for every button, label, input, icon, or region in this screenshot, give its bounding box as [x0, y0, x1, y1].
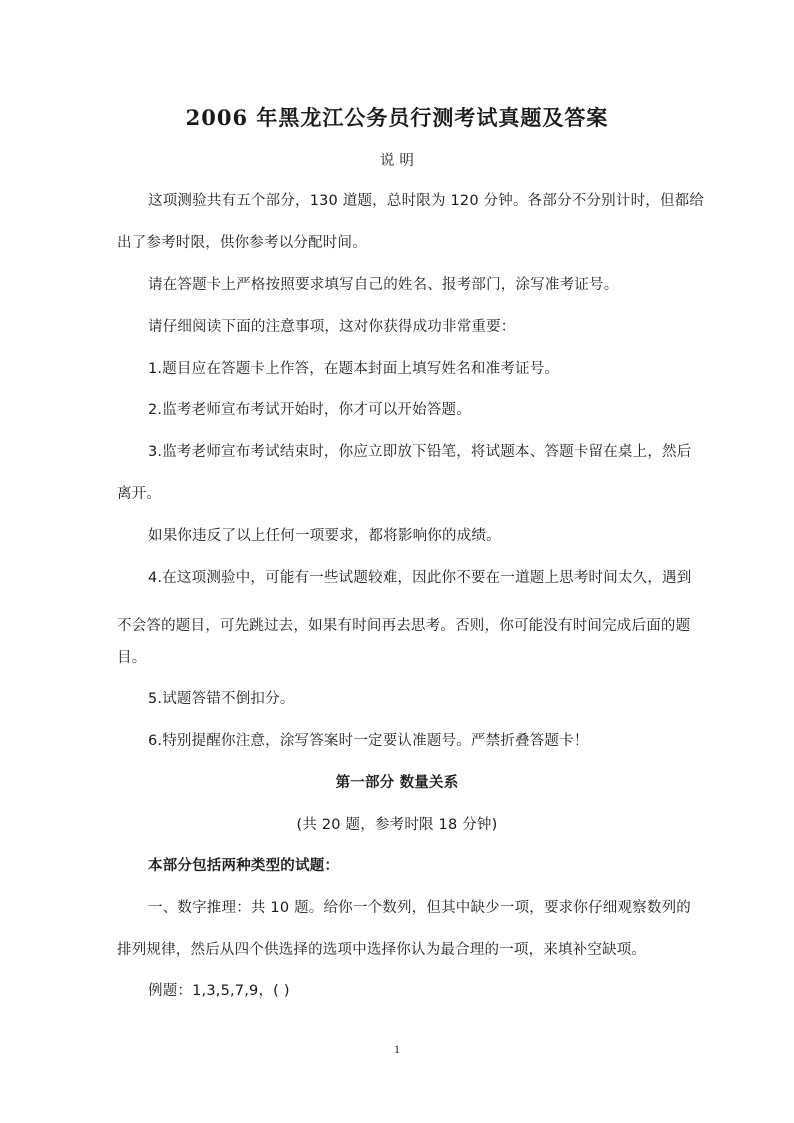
rule-item: 4.在这项测验中，可能有一些试题较难，因此你不要在一道题上思考时间太久，遇到	[148, 570, 692, 586]
intro-paragraph-line: 这项测验共有五个部分，130 道题，总时限为 120 分钟。各部分不分别计时，但都给	[148, 193, 705, 209]
instruction-paragraph: 请仔细阅读下面的注意事项，这对你获得成功非常重要：	[148, 319, 516, 335]
page-number: 1	[394, 1042, 400, 1056]
question-types-heading: 本部分包括两种类型的试题：	[148, 858, 340, 874]
rule-item: 1.题目应在答题卡上作答，在题本封面上填写姓名和准考证号。	[148, 361, 560, 377]
rule-item: 5.试题答错不倒扣分。	[148, 691, 295, 707]
example-question: 例题：1,3,5,7,9，( )	[148, 983, 290, 999]
section-subtitle: 说 明	[379, 153, 415, 169]
document-title: 2006 年黑龙江公务员行测考试真题及答案	[185, 105, 609, 130]
instruction-paragraph: 请在答题卡上严格按照要求填写自己的姓名、报考部门，涂写准考证号。	[148, 277, 619, 293]
section-heading: 第一部分 数量关系	[335, 775, 459, 791]
section-note: (共 20 题，参考时限 18 分钟)	[296, 817, 498, 833]
rule-item: 6.特别提醒你注意，涂写答案时一定要认准题号。严禁折叠答题卡！	[148, 733, 589, 749]
rule-item-continuation: 离开。	[117, 486, 162, 502]
question-type-description: 一、数字推理：共 10 题。给你一个数列，但其中缺少一项，要求你仔细观察数列的	[148, 900, 691, 916]
rule-item-continuation: 不会答的题目，可先跳过去，如果有时间再去思考。否则，你可能没有时间完成后面的题	[117, 618, 691, 634]
question-type-description: 排列规律，然后从四个供选择的选项中选择你认为最合理的一项，来填补空缺项。	[117, 942, 647, 958]
rule-item: 2.监考老师宣布考试开始时，你才可以开始答题。	[148, 402, 471, 418]
rule-item: 3.监考老师宣布考试结束时，你应立即放下铅笔，将试题本、答题卡留在桌上，然后	[148, 444, 692, 460]
intro-paragraph-line: 出了参考时限，供你参考以分配时间。	[117, 235, 367, 251]
rule-item-continuation: 目。	[117, 650, 147, 666]
warning-paragraph: 如果你违反了以上任何一项要求，都将影响你的成绩。	[148, 528, 501, 544]
